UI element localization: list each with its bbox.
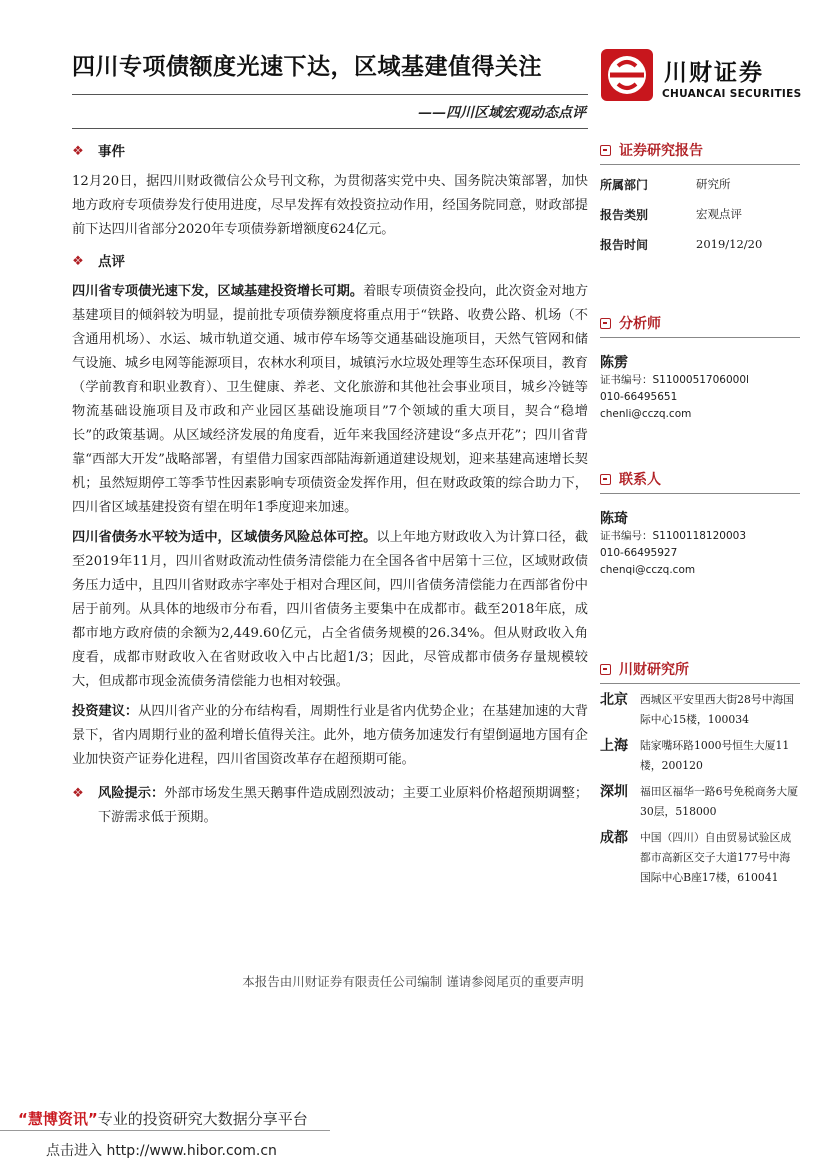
info-value: 宏观点评 bbox=[696, 207, 742, 221]
sidebar bbox=[600, 140, 800, 888]
report-info-heading bbox=[600, 140, 800, 165]
analyst-phone: 010-66495651 bbox=[600, 391, 678, 403]
comment-p2-lead: 四川省债务水平较为适中，区域债务风险总体可控。 bbox=[72, 530, 377, 545]
footer-disclaimer: 本报告由川财证券有限责任公司编制 谨请参阅尾页的重要声明 bbox=[242, 974, 584, 989]
info-value: 研究所 bbox=[696, 177, 731, 191]
hibor-slogan: 专业的投资研究大数据分享平台 bbox=[97, 1110, 308, 1128]
comment-p2-body: 以上年地方财政收入为计算口径，截至2019年11月，四川省财政流动性债务清偿能力在全国各省中居第十三位，区域财政债务压力适中，且四川省财政赤字率处于相对合理区间，四川省债务清偿能力在西部省份中居于前列。从具体的地级市分布看，四川省债务主要集中在成都市。截至2018年底，成都市地方政府债的余额为2,449.60亿元，占全省债务规模的26.34%。但从财政收入角度看，成都市财政收入在省财政收入中占比超1/3；因此，尽管成都市债务存量规模较大，但成都市现金流债务清偿能力也相对较强。 bbox=[72, 530, 589, 689]
hibor-brand: “慧博资讯” bbox=[18, 1110, 98, 1128]
risk-heading: 风险提示： bbox=[98, 786, 165, 801]
comment-p1-lead: 四川省专项债光速下发，区域基建投资增长可期。 bbox=[72, 284, 364, 299]
comment-paragraph-1 bbox=[72, 280, 588, 520]
comment-p3-lead: 投资建议： bbox=[72, 704, 139, 719]
info-row-department bbox=[600, 169, 800, 199]
info-label: 所属部门 bbox=[600, 177, 649, 192]
office-city: 深圳 bbox=[600, 784, 628, 800]
comment-heading bbox=[72, 250, 588, 274]
comment-heading-text: 点评 bbox=[98, 254, 125, 270]
diamond-bullet-icon: ❖ bbox=[72, 144, 84, 159]
contact-heading bbox=[600, 469, 800, 494]
analyst-email[interactable]: chenli@cczq.com bbox=[600, 408, 692, 420]
main-content bbox=[72, 140, 588, 830]
logo-text-en: CHUANCAI SECURITIES bbox=[662, 88, 802, 100]
hibor-banner bbox=[18, 1108, 308, 1129]
risk-block bbox=[72, 782, 588, 830]
office-city: 上海 bbox=[600, 738, 628, 754]
office-city: 北京 bbox=[600, 692, 628, 708]
logo-text-cn: 川财证券 bbox=[664, 60, 764, 86]
analyst-heading-text: 分析师 bbox=[619, 316, 661, 332]
risk-paragraph bbox=[98, 782, 588, 830]
hibor-link[interactable]: 点击进入 http://www.hibor.com.cn bbox=[46, 1143, 277, 1159]
header-rule-top bbox=[72, 94, 588, 95]
section-square-icon bbox=[600, 474, 611, 485]
comment-paragraph-2 bbox=[72, 526, 588, 694]
office-chengdu bbox=[600, 828, 800, 888]
event-heading-text: 事件 bbox=[98, 144, 125, 160]
contact-cert: 证书编号：S1100118120003 bbox=[600, 530, 747, 542]
institute-heading bbox=[600, 659, 800, 684]
analyst-heading bbox=[600, 313, 800, 338]
report-subtitle: ——四川区域宏观动态点评 bbox=[418, 105, 586, 121]
info-row-date bbox=[600, 229, 800, 259]
analyst-name: 陈雳 bbox=[600, 355, 628, 371]
info-label: 报告时间 bbox=[600, 237, 649, 252]
institute-heading-text: 川财研究所 bbox=[619, 662, 689, 678]
office-city: 成都 bbox=[600, 830, 628, 846]
diamond-bullet-icon: ❖ bbox=[72, 254, 84, 269]
diamond-bullet-icon: ❖ bbox=[72, 786, 84, 801]
risk-body: 外部市场发生黑天鹅事件造成剧烈波动；主要工业原料价格超预期调整；下游需求低于预期。 bbox=[98, 786, 589, 825]
office-shanghai bbox=[600, 736, 800, 776]
section-square-icon bbox=[600, 145, 611, 156]
office-address: 中国（四川）自由贸易试验区成都市高新区交子大道177号中海国际中心B座17楼，610041 bbox=[640, 831, 792, 884]
section-square-icon bbox=[600, 664, 611, 675]
chuancai-logo-icon bbox=[600, 48, 654, 102]
comment-p1-body: 着眼专项债资金投向，此次资金对地方基建项目的倾斜较为明显，提前批专项债券额度将重点用于“铁路、收费公路、机场（不含通用机场）、水运、城市轨道交通、城市停车场等交通基础设施项目，天然气管网和储气设施、城乡电网等能源项目，农林水利项目，城镇污水垃圾处理等生态环保项目，教育（学前教育和职业教育）、卫生健康、养老、文化旅游和其他社会事业项目，城乡冷链等物流基础设施项目及市政和产业园区基础设施项目”7个领域的重大项目，契合“稳增长”的政策基调。从区域经济发展的角度看，近年来我国经济建设“多点开花”；四川省背靠“西部大开发”战略部署，有望借力国家西部陆海新通道建设规划，迎来基建高速增长契机；虽然短期停工等季节性因素影响专项债资金发挥作用，但在财政政策的综合助力下，四川省区域基建投资有望在明年1季度迎来加速。 bbox=[72, 284, 589, 515]
office-shenzhen bbox=[600, 782, 800, 822]
header-rule-bottom bbox=[72, 128, 588, 129]
company-logo bbox=[600, 48, 800, 108]
contact-heading-text: 联系人 bbox=[619, 472, 661, 488]
event-heading bbox=[72, 140, 588, 164]
analyst-cert: 证书编号：S1100051706000l bbox=[600, 374, 749, 386]
event-paragraph: 12月20日，据四川财政微信公众号刊文称，为贯彻落实党中央、国务院决策部署，加快地方政府专项债券发行使用进度，尽早发挥有效投资拉动作用，经国务院同意，财政部提前下达四川省部分2020年专项债券新增额度624亿元。 bbox=[72, 174, 588, 237]
contact-name: 陈琦 bbox=[600, 511, 628, 527]
info-value: 2019/12/20 bbox=[696, 237, 763, 251]
office-address: 陆家嘴环路1000号恒生大厦11楼，200120 bbox=[640, 739, 790, 772]
contact-phone: 010-66495927 bbox=[600, 547, 678, 559]
comment-p3-body: 从四川省产业的分布结构看，周期性行业是省内优势企业；在基建加速的大背景下，省内周期行业的盈利增长值得关注。此外，地方债务加速发行有望倒逼地方国有企业加快资产证券化进程，四川省国资改革存在超预期可能。 bbox=[72, 704, 589, 767]
office-beijing bbox=[600, 690, 800, 730]
comment-paragraph-3 bbox=[72, 700, 588, 772]
office-address: 福田区福华一路6号免税商务大厦30层，518000 bbox=[640, 785, 799, 818]
report-title: 四川专项债额度光速下达，区域基建值得关注 bbox=[72, 54, 542, 80]
info-label: 报告类别 bbox=[600, 207, 649, 222]
hibor-divider bbox=[0, 1130, 330, 1131]
section-square-icon bbox=[600, 318, 611, 329]
report-info-table bbox=[600, 169, 800, 259]
info-row-category bbox=[600, 199, 800, 229]
report-info-heading-text: 证券研究报告 bbox=[619, 143, 703, 159]
office-address: 西城区平安里西大街28号中海国际中心15楼，100034 bbox=[640, 693, 795, 726]
contact-email[interactable]: chenqi@cczq.com bbox=[600, 564, 696, 576]
